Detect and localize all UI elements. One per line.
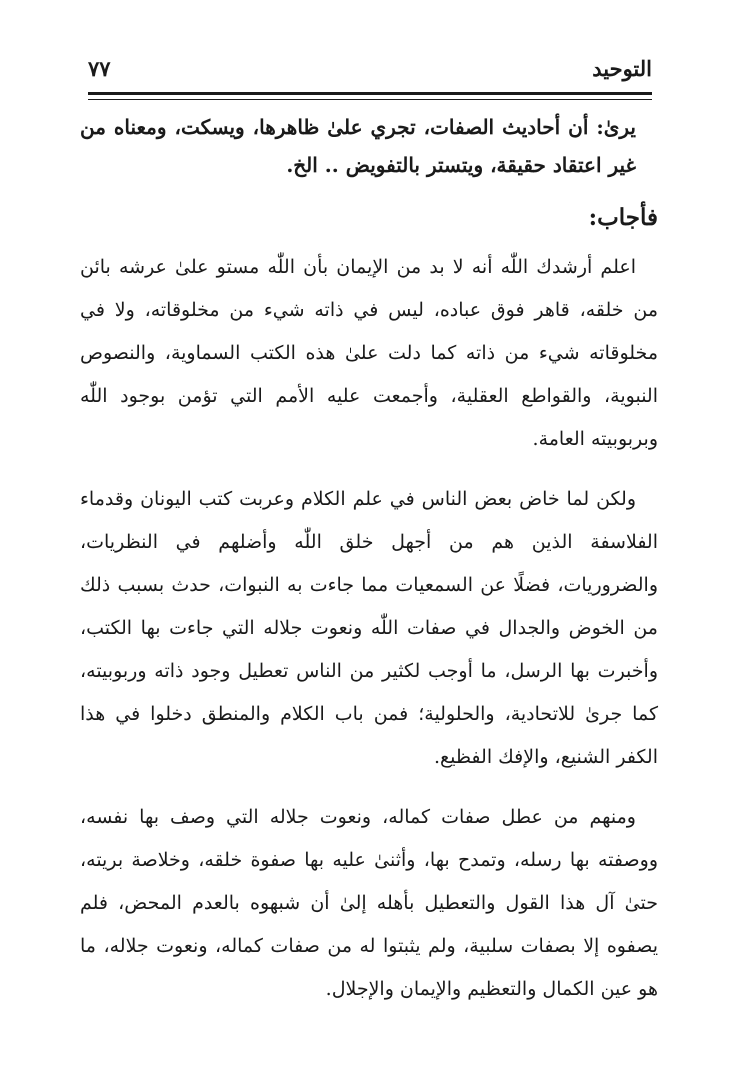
running-header xyxy=(88,48,652,88)
paragraph-3: ومنهم من عطل صفات كماله، ونعوت جلاله التي وصف بها نفسه، ووصفته بها رسله، وتمدح بها، وأثنىٰ عليه بها صفوة خلقه، وخلاصة بريته، حتىٰ آل هذا القول والتعطيل بأهله إلىٰ أن شبهوه بالعدم المحض، فلم يصفوه إلا بصفات سلبية، ولم يثبتوا له من صفات كماله، ونعوت جلاله، ما هو عين الكمال والتعظيم والإيمان والإجلال. xyxy=(80,806,658,1000)
page-body xyxy=(80,108,658,1028)
question-text: يرىٰ: أن أحاديث الصفات، تجري علىٰ ظاهرها، ويسكت، ومعناه من غير اعتقاد حقيقة، ويتستر بالتفويض .. الخ. xyxy=(80,115,636,177)
paragraph-1: اعلم أرشدك اللّٰه أنه لا بد من الإيمان بأن اللّٰه مستو علىٰ عرشه بائن من خلقه، قاهر فوق عباده، ليس في ذاته شيء من مخلوقاته، ولا في مخلوقاته شيء من ذاته كما دلت علىٰ هذه الكتب السماوية، والنصوص النبوية، والقواطع العقلية، وأجمعت عليه الأمم التي تؤمن بوجود اللّٰه وبربوبيته العامة. xyxy=(80,256,658,450)
header-rule-thin xyxy=(88,99,652,100)
answer-heading: فأجاب: xyxy=(588,204,658,231)
paragraph-2: ولكن لما خاض بعض الناس في علم الكلام وعربت كتب اليونان وقدماء الفلاسفة الذين هم من أجهل خلق اللّٰه وأضلهم في النظريات، والضروريات، فضلًا عن السمعيات مما جاءت به النبوات، حدث بسبب ذلك من الخوض والجدال في صفات اللّٰه ونعوت جلاله التي جاءت بها الكتب، وأخبرت بها الرسل، ما أوجب لكثير من الناس تعطيل وجود ذاته وربوبيته، كما جرىٰ للاتحادية، والحلولية؛ فمن باب الكلام والمنطق دخلوا في هذا الكفر الشنيع، والإفك الفظيع. xyxy=(80,488,658,768)
chapter-title: التوحيد xyxy=(592,56,652,81)
header-rule-thick xyxy=(88,92,652,95)
page-number: ٧٧ xyxy=(88,56,111,81)
